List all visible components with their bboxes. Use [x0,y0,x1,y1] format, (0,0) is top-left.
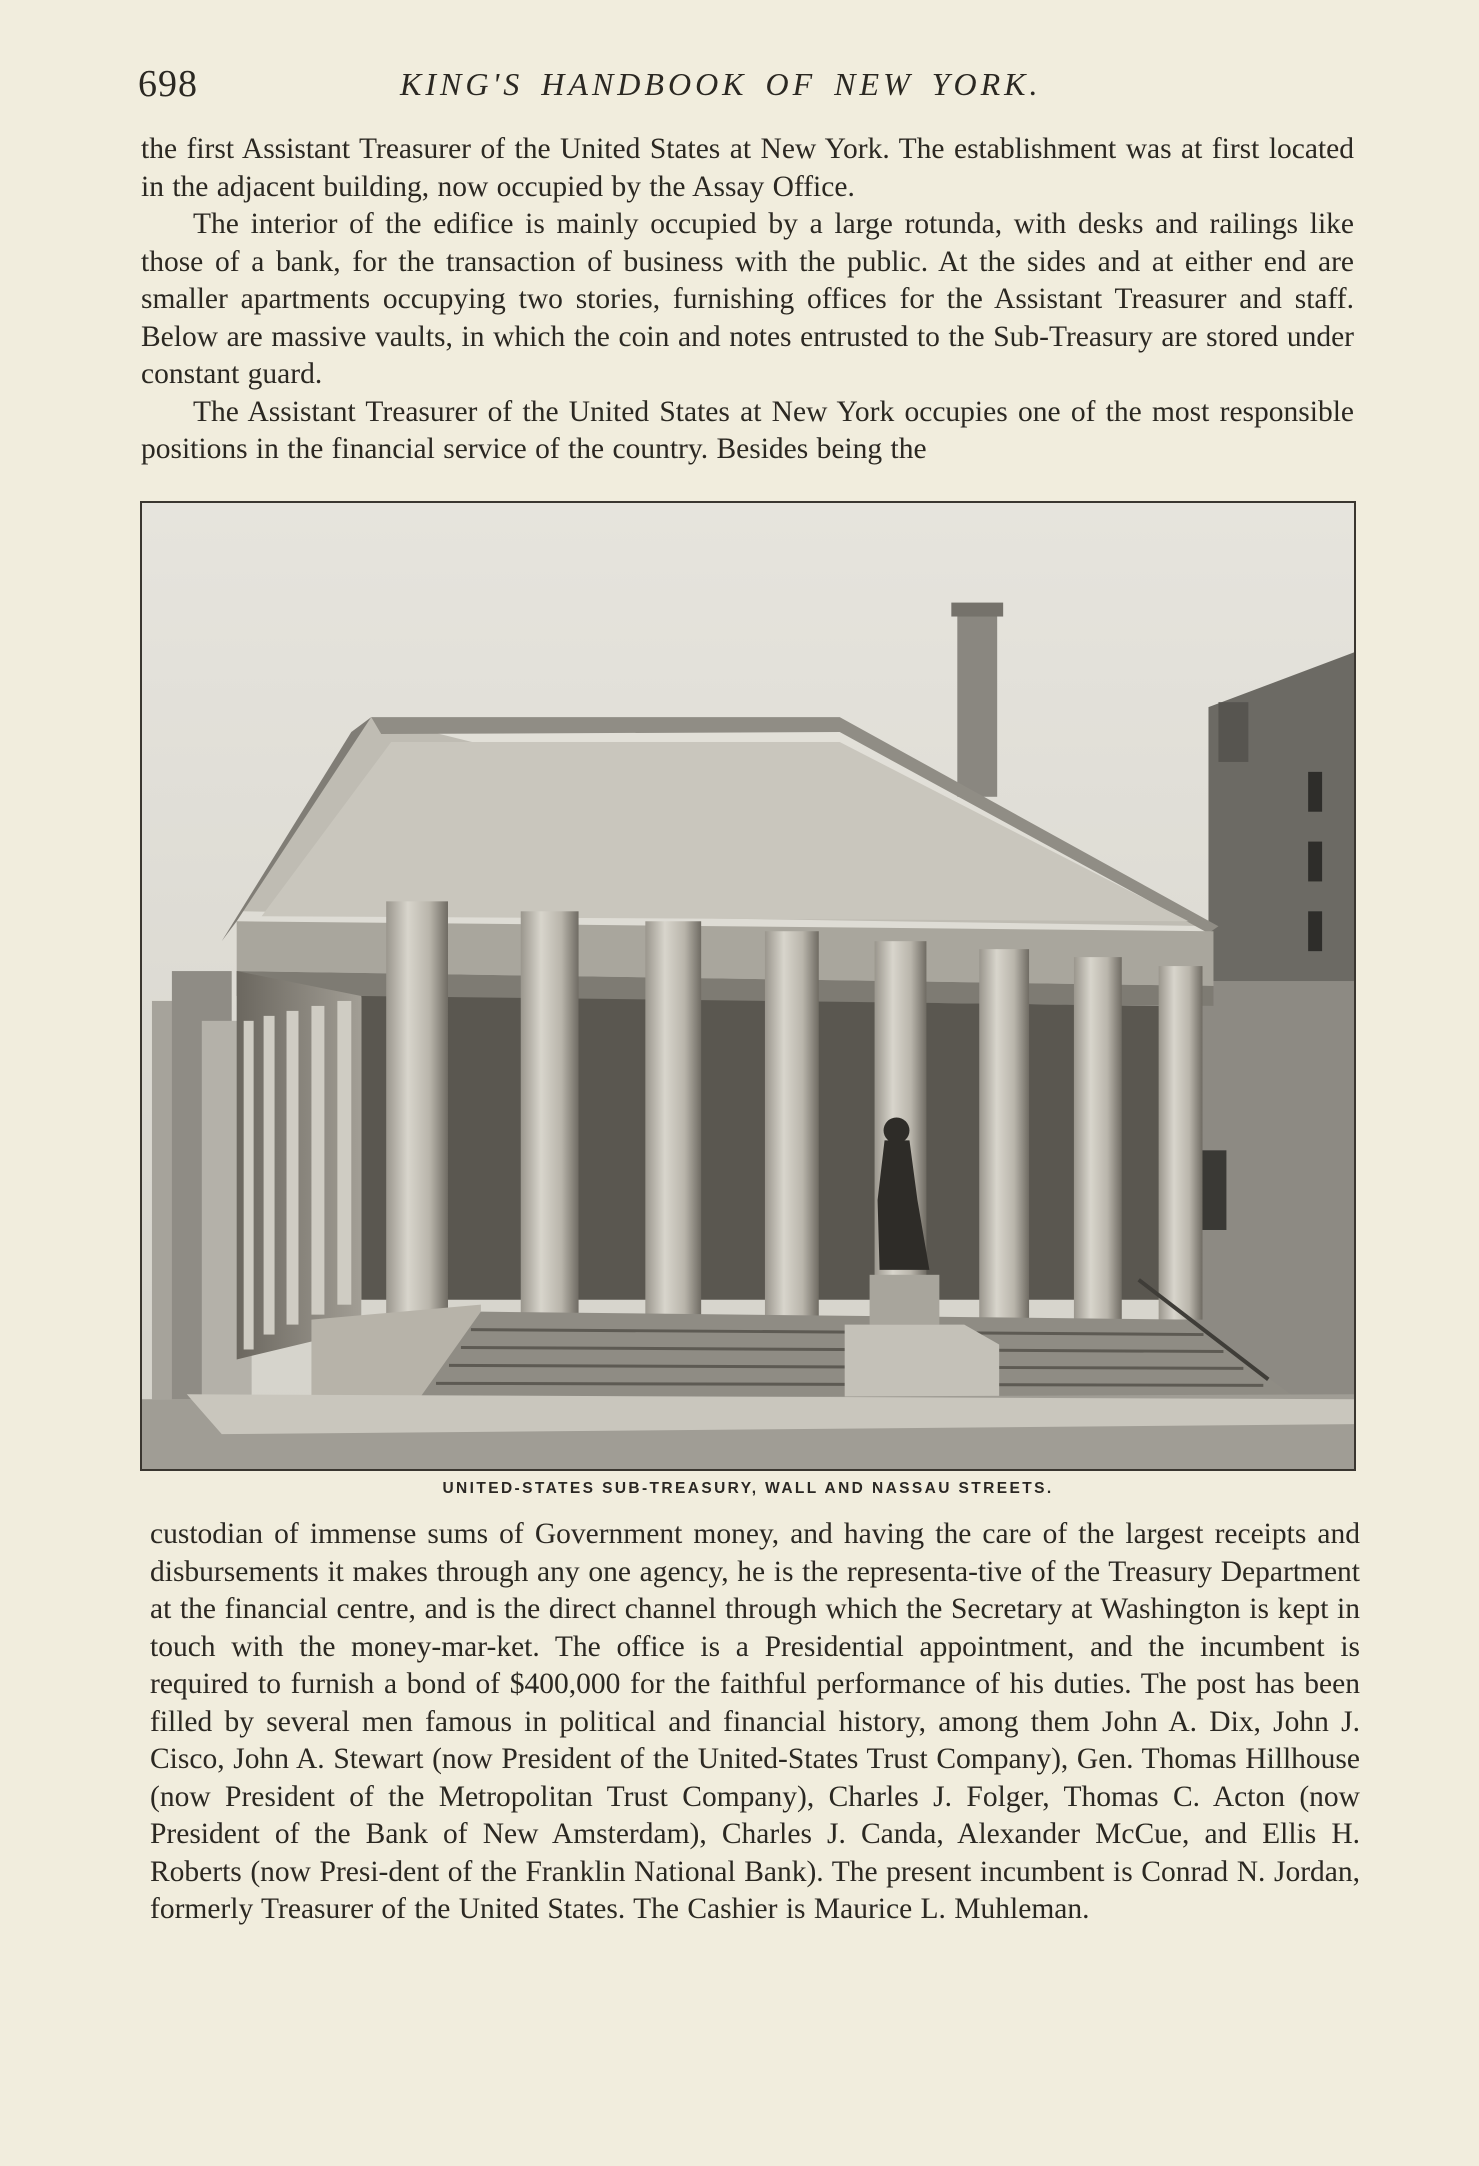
body-text-top [141,131,1354,469]
paragraph: the first Assistant Treasurer of the United States at New York. The establishment was at first located in the adjacent building, now occupied by the Assay Office. [141,133,1354,203]
sub-treasury-photograph [140,501,1356,1471]
building-illustration [142,503,1354,1469]
figure-caption: UNITED-STATES SUB-TREASURY, WALL AND NASSAU STREETS. [442,1480,1054,1497]
body-text-bottom [150,1516,1360,1929]
running-title: KING'S HANDBOOK OF NEW YORK. [400,66,1042,102]
paragraph: The interior of the edifice is mainly occupied by a large rotunda, with desks and railings like those of a bank, for the transaction of business with the public. At the sides and at either end are smaller apartments occupying two stories, furnishing offices for the Assistant Treasurer and staff. Below are massive vaults, in which the coin and notes entrusted to the Sub-Treasury are stored under constant guard. [141,208,1354,390]
page-header [138,62,1358,112]
paragraph: custodian of immense sums of Government money, and having the care of the largest receipts and disbursements it makes through any one agency, he is the representa-tive of the Treasury Department at the financial centre, and is the direct channel through which the Secretary at Washington is kept in touch with the money-mar-ket. The office is a Presidential appointment, and the incumbent is required to furnish a bond of $400,000 for the faithful performance of his duties. The post has been filled by several men famous in political and financial history, among them John A. Dix, John J. Cisco, John A. Stewart (now President of the United-States Trust Company), Gen. Thomas Hillhouse (now President of the Metropolitan Trust Company), Charles J. Folger, Thomas C. Acton (now President of the Bank of New Amsterdam), Charles J. Canda, Alexander McCue, and Ellis H. Roberts (now Presi-dent of the Franklin National Bank). The present incumbent is Conrad N. Jordan, formerly Treasurer of the United States. The Cashier is Maurice L. Muhleman. [150,1518,1360,1925]
page-number: 698 [138,63,198,105]
paragraph: The Assistant Treasurer of the United States at New York occupies one of the most responsible positions in the financial service of the country. Besides being the [141,395,1354,465]
